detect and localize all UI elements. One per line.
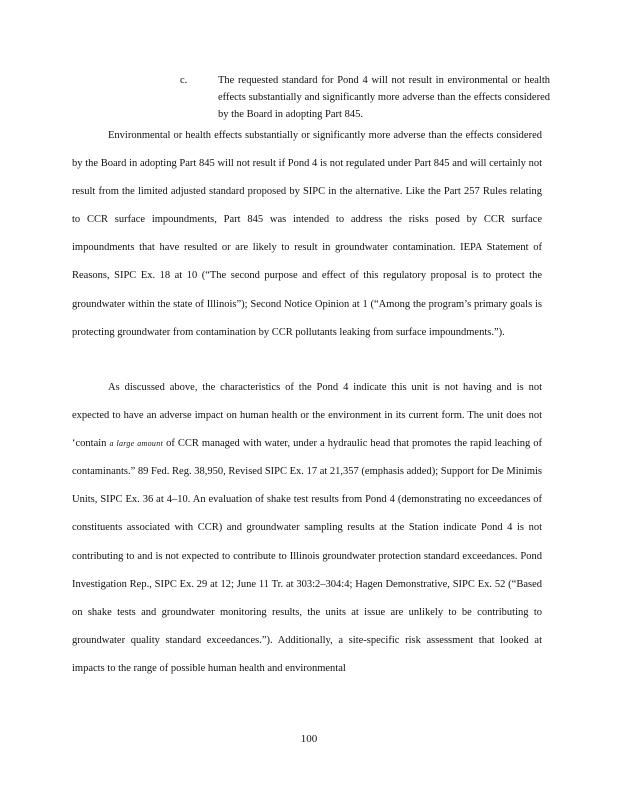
list-item-text: The requested standard for Pond 4 will not result in environmental or health effects substantially and significantly more adverse than the effects considered by the Board in adopting Part 845. bbox=[218, 75, 550, 120]
list-marker: c. bbox=[180, 75, 188, 86]
paragraph-text: As discussed above, the characteristics of the Pond 4 indicate this unit is not having and is not expected to have an adverse impact on human health or the environment in its current form. The unit does not ‘contain bbox=[72, 382, 542, 450]
paragraph-text: of CCR managed with water, under a hydraulic head that promotes the rapid leaching of contaminants.” 89 Fed. Reg. 38,950, Revised SIPC Ex. 17 at 21,357 (emphasis added); Support for De Minimis Units, SIPC Ex. 36 at 4–10. An evaluation of shake test results from Pond 4 (demonstrating no exceedances of constituents associated with CCR) and groundwater sampling results at the Station indicate Pond 4 is not contributing to and is not expected to contribute to Illinois groundwater protection standard exceedances. Pond Investigation Rep., SIPC Ex. 29 at 12; June 11 Tr. at 303:2–304:4; Hagen Demonstrative, SIPC Ex. 52 (“Based on shake tests and groundwater monitoring results, the units at issue are unlikely to be contributing to groundwater quality standard exceedances.”). Additionally, a site-specific risk assessment that looked at impacts to the range of possible human health and environmental bbox=[72, 438, 542, 674]
list-item-c bbox=[180, 72, 550, 123]
paragraph: Environmental or health effects substantially or significantly more adverse than the effects considered by the Board in adopting Part 845 will not result if Pond 4 is not regulated under Part 845 and will certainly not result from the limited adjusted standard proposed by SIPC in the alternative. Like the Part 257 Rules relating to CCR surface impoundments, Part 845 was intended to address the risks posed by CCR surface impoundments that have resulted or are likely to result in groundwater contamination. IEPA Statement of Reasons, SIPC Ex. 18 at 10 (“The second purpose and effect of this regulatory proposal is to protect the groundwater within the state of Illinois”); Second Notice Opinion at 1 (“Among the program’s primary goals is protecting groundwater from contamination by CCR pollutants leaking from surface impoundments.”). bbox=[72, 130, 542, 338]
paragraph bbox=[72, 374, 542, 683]
emphasis-text: a large amount bbox=[109, 439, 164, 449]
page-number: 100 bbox=[300, 733, 318, 745]
